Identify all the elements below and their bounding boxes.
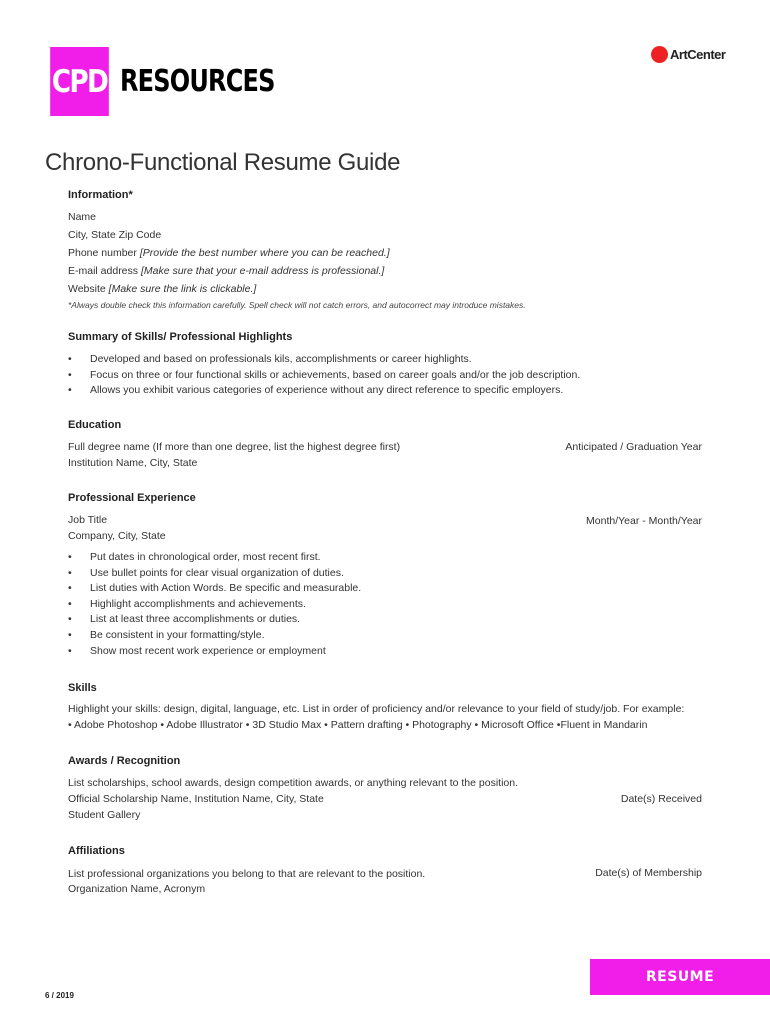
education-heading: Education	[68, 419, 122, 431]
info-email	[68, 265, 384, 277]
skills-description: Highlight your skills: design, digital, language, etc. List in order of proficiency and/or relevance to your field of study/job. For example:	[68, 703, 685, 715]
info-website-label: Website	[68, 283, 106, 295]
affiliations-heading: Affiliations	[68, 845, 125, 857]
artcenter-logo-icon	[651, 46, 668, 63]
information-heading: Information*	[68, 189, 133, 201]
list-item: • List at least three accomplishments or duties.	[68, 612, 361, 628]
page-title: Chrono-Functional Resume Guide	[45, 149, 401, 176]
education-degree: Full degree name (If more than one degree, list the highest degree first)	[68, 441, 401, 453]
awards-scholarship: Official Scholarship Name, Institution Name, City, State	[68, 793, 324, 805]
info-city: City, State Zip Code	[68, 229, 162, 241]
experience-heading: Professional Experience	[68, 492, 196, 504]
list-item: • Focus on three or four functional skills or achievements, based on career goals and/or the job description.	[68, 368, 580, 384]
info-phone	[68, 247, 390, 259]
list-item: • Be consistent in your formatting/style.	[68, 628, 361, 644]
list-item: • List duties with Action Words. Be specific and measurable.	[68, 581, 361, 597]
skills-examples: • Adobe Photoshop • Adobe Illustrator • 3D Studio Max • Pattern drafting • Photography • Microsoft Office •Fluent in Mandarin	[68, 719, 648, 731]
info-email-label: E-mail address	[68, 265, 139, 277]
resume-tab: RESUME	[590, 959, 770, 995]
experience-list	[68, 550, 361, 659]
list-item: • Put dates in chronological order, most recent first.	[68, 550, 361, 566]
experience-job-title: Job Title	[68, 514, 108, 526]
affiliations-date: Date(s) of Membership	[595, 867, 702, 879]
awards-heading: Awards / Recognition	[68, 755, 181, 767]
cpd-logo: CPD	[50, 47, 109, 116]
awards-date: Date(s) Received	[620, 793, 702, 805]
info-email-note: [Make sure that your e-mail address is professional.]	[140, 265, 385, 277]
info-name: Name	[68, 211, 97, 223]
education-date: Anticipated / Graduation Year	[565, 441, 702, 453]
list-item: • Developed and based on professionals kils, accomplishments or career highlights.	[68, 352, 580, 368]
info-website-note: [Make sure the link is clickable.]	[108, 283, 257, 295]
artcenter-logo-text: ArtCenter	[670, 47, 726, 62]
list-item: • Allows you exhibit various categories of experience without any direct reference to specific employers.	[68, 383, 580, 399]
list-item: • Use bullet points for clear visual organization of duties.	[68, 566, 361, 582]
summary-heading: Summary of Skills/ Professional Highlights	[68, 331, 293, 343]
awards-description: List scholarships, school awards, design competition awards, or anything relevant to the position.	[68, 777, 518, 789]
affiliations-description: List professional organizations you belong to that are relevant to the position.	[68, 868, 426, 880]
info-phone-note: [Provide the best number where you can be reached.]	[139, 247, 390, 259]
resources-wordmark: RESOURCES	[120, 64, 275, 99]
list-item: • Show most recent work experience or employment	[68, 644, 361, 660]
experience-company: Company, City, State	[68, 530, 166, 542]
summary-list	[68, 352, 580, 399]
list-item: • Highlight accomplishments and achievements.	[68, 597, 361, 613]
skills-heading: Skills	[68, 682, 97, 694]
education-institution: Institution Name, City, State	[68, 457, 198, 469]
info-phone-label: Phone number	[68, 247, 137, 259]
info-footnote: *Always double check this information carefully. Spell check will not catch errors, and autocorrect may introduce mistakes.	[68, 300, 526, 310]
footer-date: 6 / 2019	[45, 991, 74, 1000]
experience-date: Month/Year - Month/Year	[586, 515, 702, 527]
affiliations-organization: Organization Name, Acronym	[68, 883, 206, 895]
info-website	[68, 283, 256, 295]
awards-gallery: Student Gallery	[68, 809, 141, 821]
